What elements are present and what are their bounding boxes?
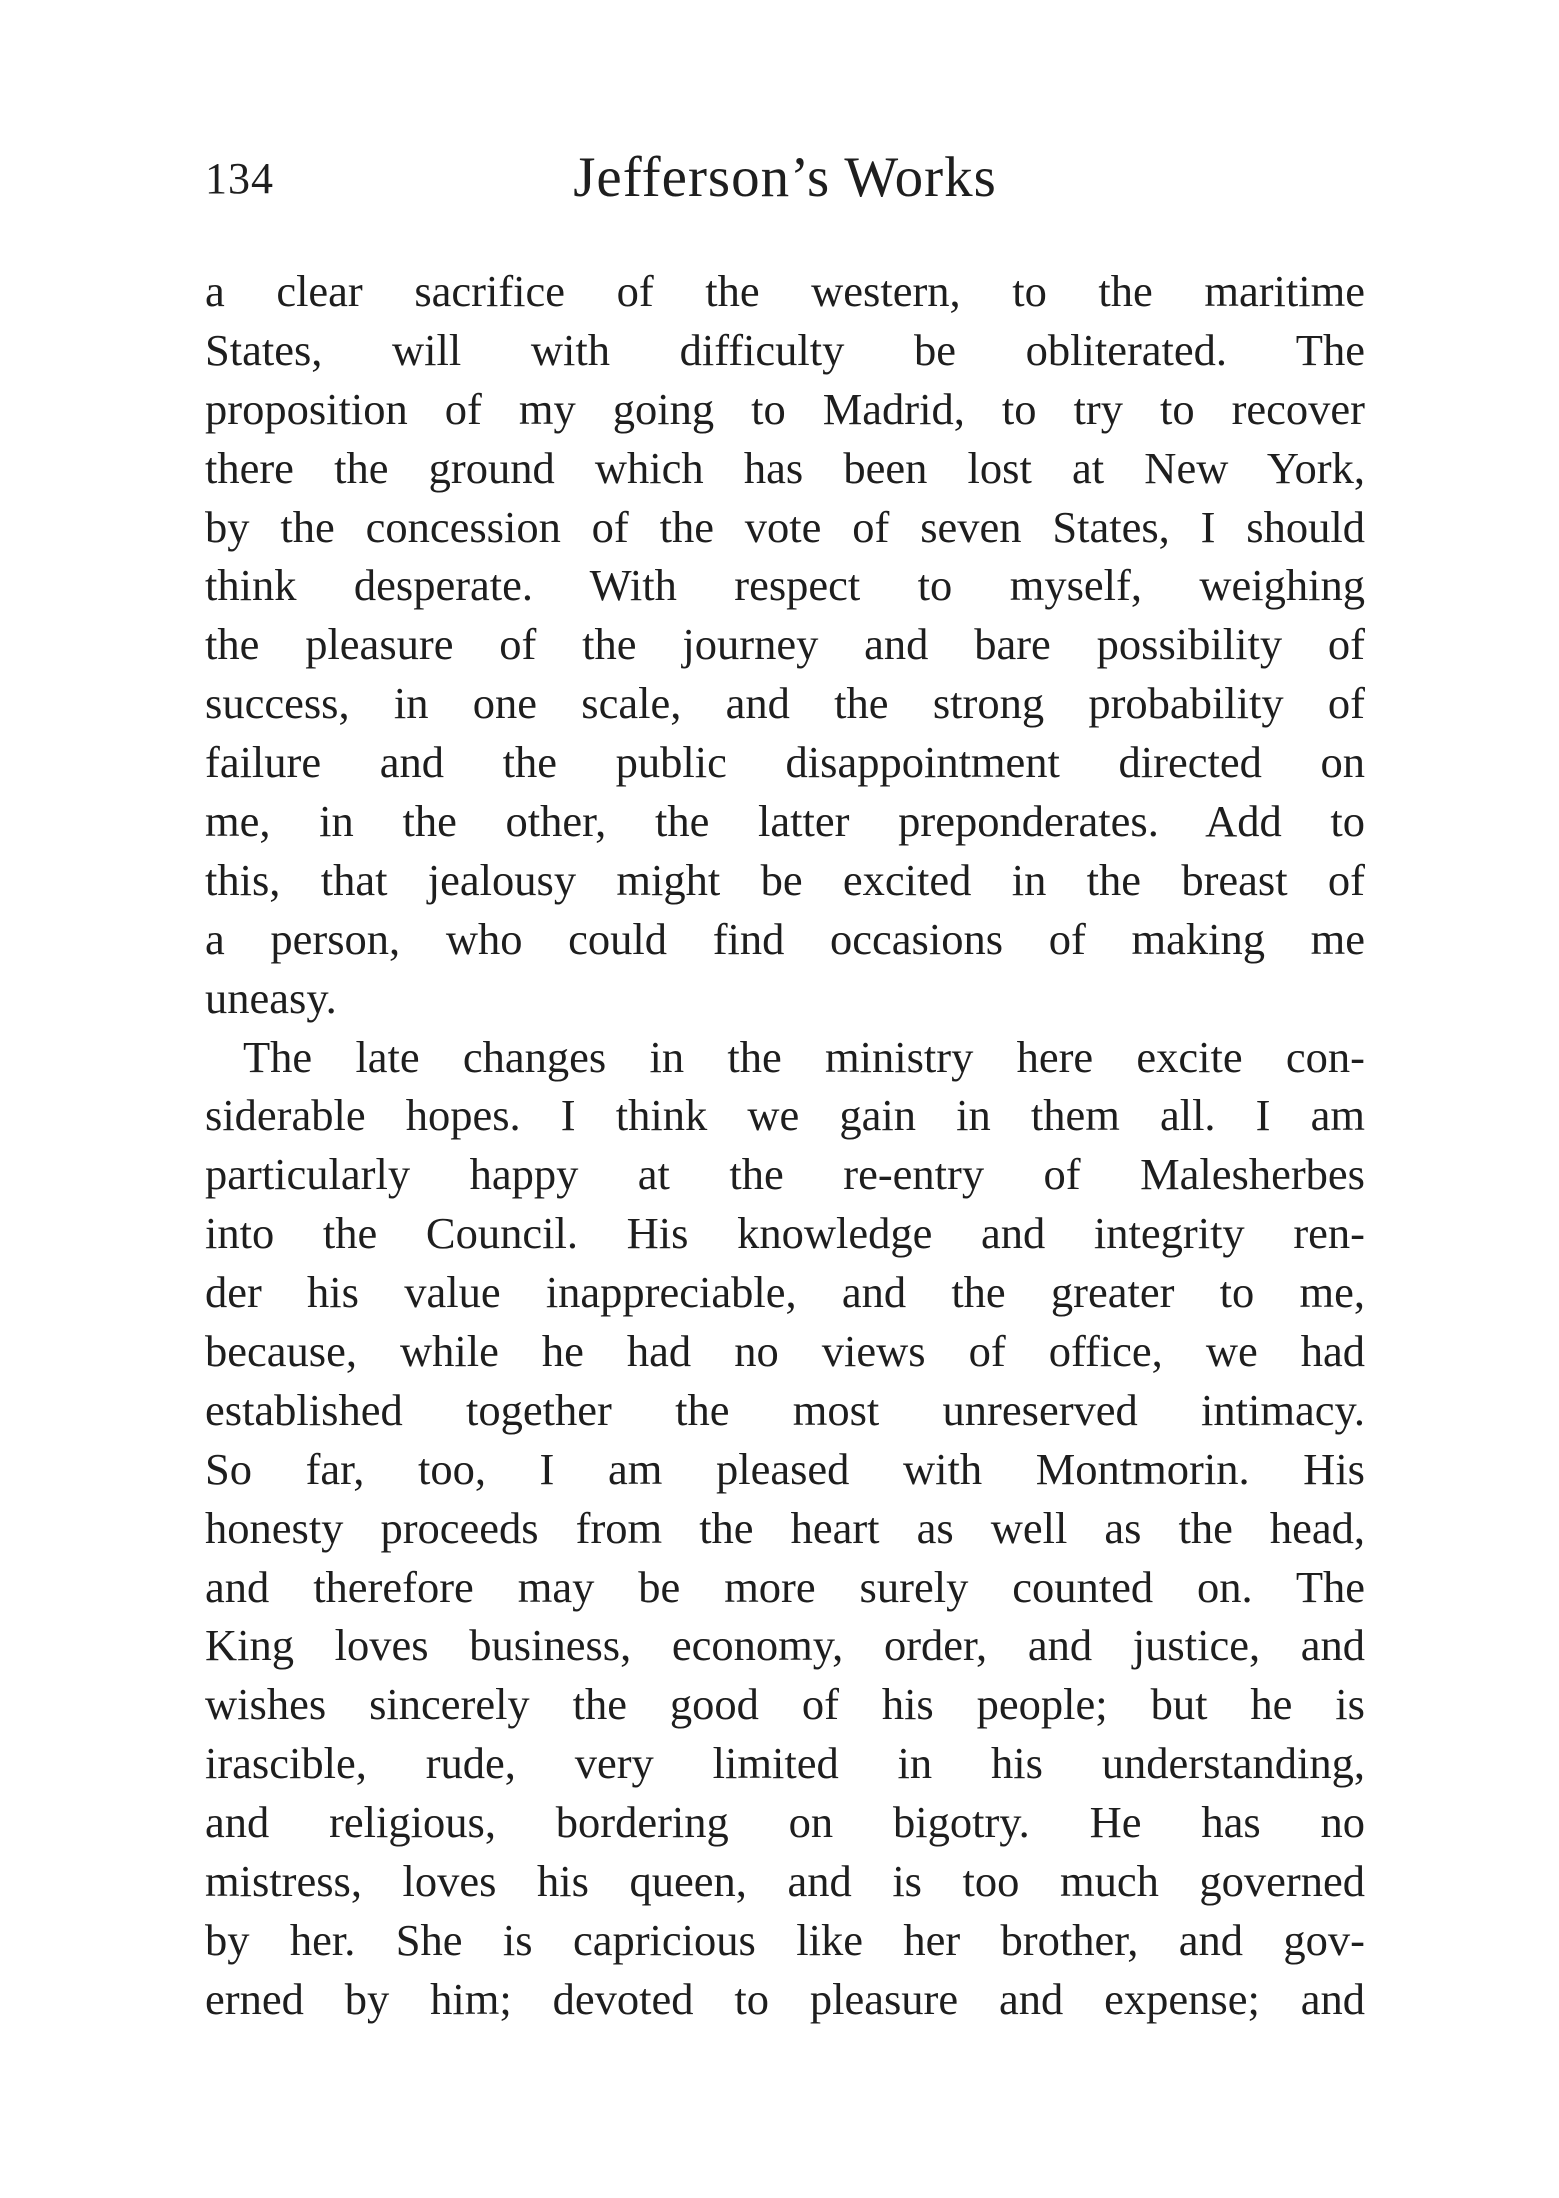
text-line: this, that jealousy might be excited in the breast of	[205, 854, 1365, 905]
text-line: particularly happy at the re-entry of Malesherbes	[205, 1149, 1365, 1200]
text-line: States, will with difficulty be obliterated. The	[205, 324, 1365, 375]
text-line: there the ground which has been lost at New York,	[205, 442, 1365, 493]
text-line: failure and the public disappointment directed on	[205, 737, 1365, 788]
text-line: and therefore may be more surely counted on. The	[205, 1561, 1365, 1612]
text-line: success, in one scale, and the strong probability of	[205, 678, 1365, 729]
text-line: proposition of my going to Madrid, to try to recover	[205, 383, 1365, 434]
text-line: me, in the other, the latter preponderates. Add to	[205, 796, 1365, 847]
paragraph-1	[205, 262, 1365, 1028]
text-line: and religious, bordering on bigotry. He has no	[205, 1797, 1365, 1848]
body-text	[205, 262, 1365, 2029]
text-line: a person, who could find occasions of making me	[205, 913, 1365, 964]
text-line: a clear sacrifice of the western, to the maritime	[205, 266, 1365, 316]
running-head	[205, 145, 1365, 225]
text-line: The late changes in the ministry here excite con-	[243, 1031, 1365, 1082]
page-number: 134	[205, 154, 274, 203]
text-line: wishes sincerely the good of his people; but he is	[205, 1679, 1365, 1730]
text-line: because, while he had no views of office, we had	[205, 1326, 1365, 1377]
text-line: der his value inappreciable, and the greater to me,	[205, 1267, 1365, 1318]
text-line: irascible, rude, very limited in his understanding,	[205, 1738, 1365, 1789]
text-line: King loves business, economy, order, and justice, and	[205, 1620, 1365, 1671]
text-line: uneasy.	[205, 972, 337, 1023]
text-line: by her. She is capricious like her brother, and gov-	[205, 1914, 1365, 1965]
text-line: mistress, loves his queen, and is too much governed	[205, 1856, 1365, 1907]
text-line: into the Council. His knowledge and integrity ren-	[205, 1208, 1365, 1259]
running-title: Jefferson’s Works	[573, 146, 997, 209]
text-line: erned by him; devoted to pleasure and expense; and	[205, 1973, 1365, 2024]
text-line: the pleasure of the journey and bare possibility of	[205, 619, 1365, 670]
text-line: by the concession of the vote of seven States, I should	[205, 501, 1365, 552]
text-line: honesty proceeds from the heart as well as the head,	[205, 1502, 1365, 1553]
text-line: think desperate. With respect to myself, weighing	[205, 560, 1365, 611]
text-line: So far, too, I am pleased with Montmorin. His	[205, 1443, 1365, 1494]
text-line: established together the most unreserved intimacy.	[205, 1384, 1365, 1435]
paragraph-2	[205, 1028, 1365, 2029]
text-line: siderable hopes. I think we gain in them all. I am	[205, 1090, 1365, 1141]
